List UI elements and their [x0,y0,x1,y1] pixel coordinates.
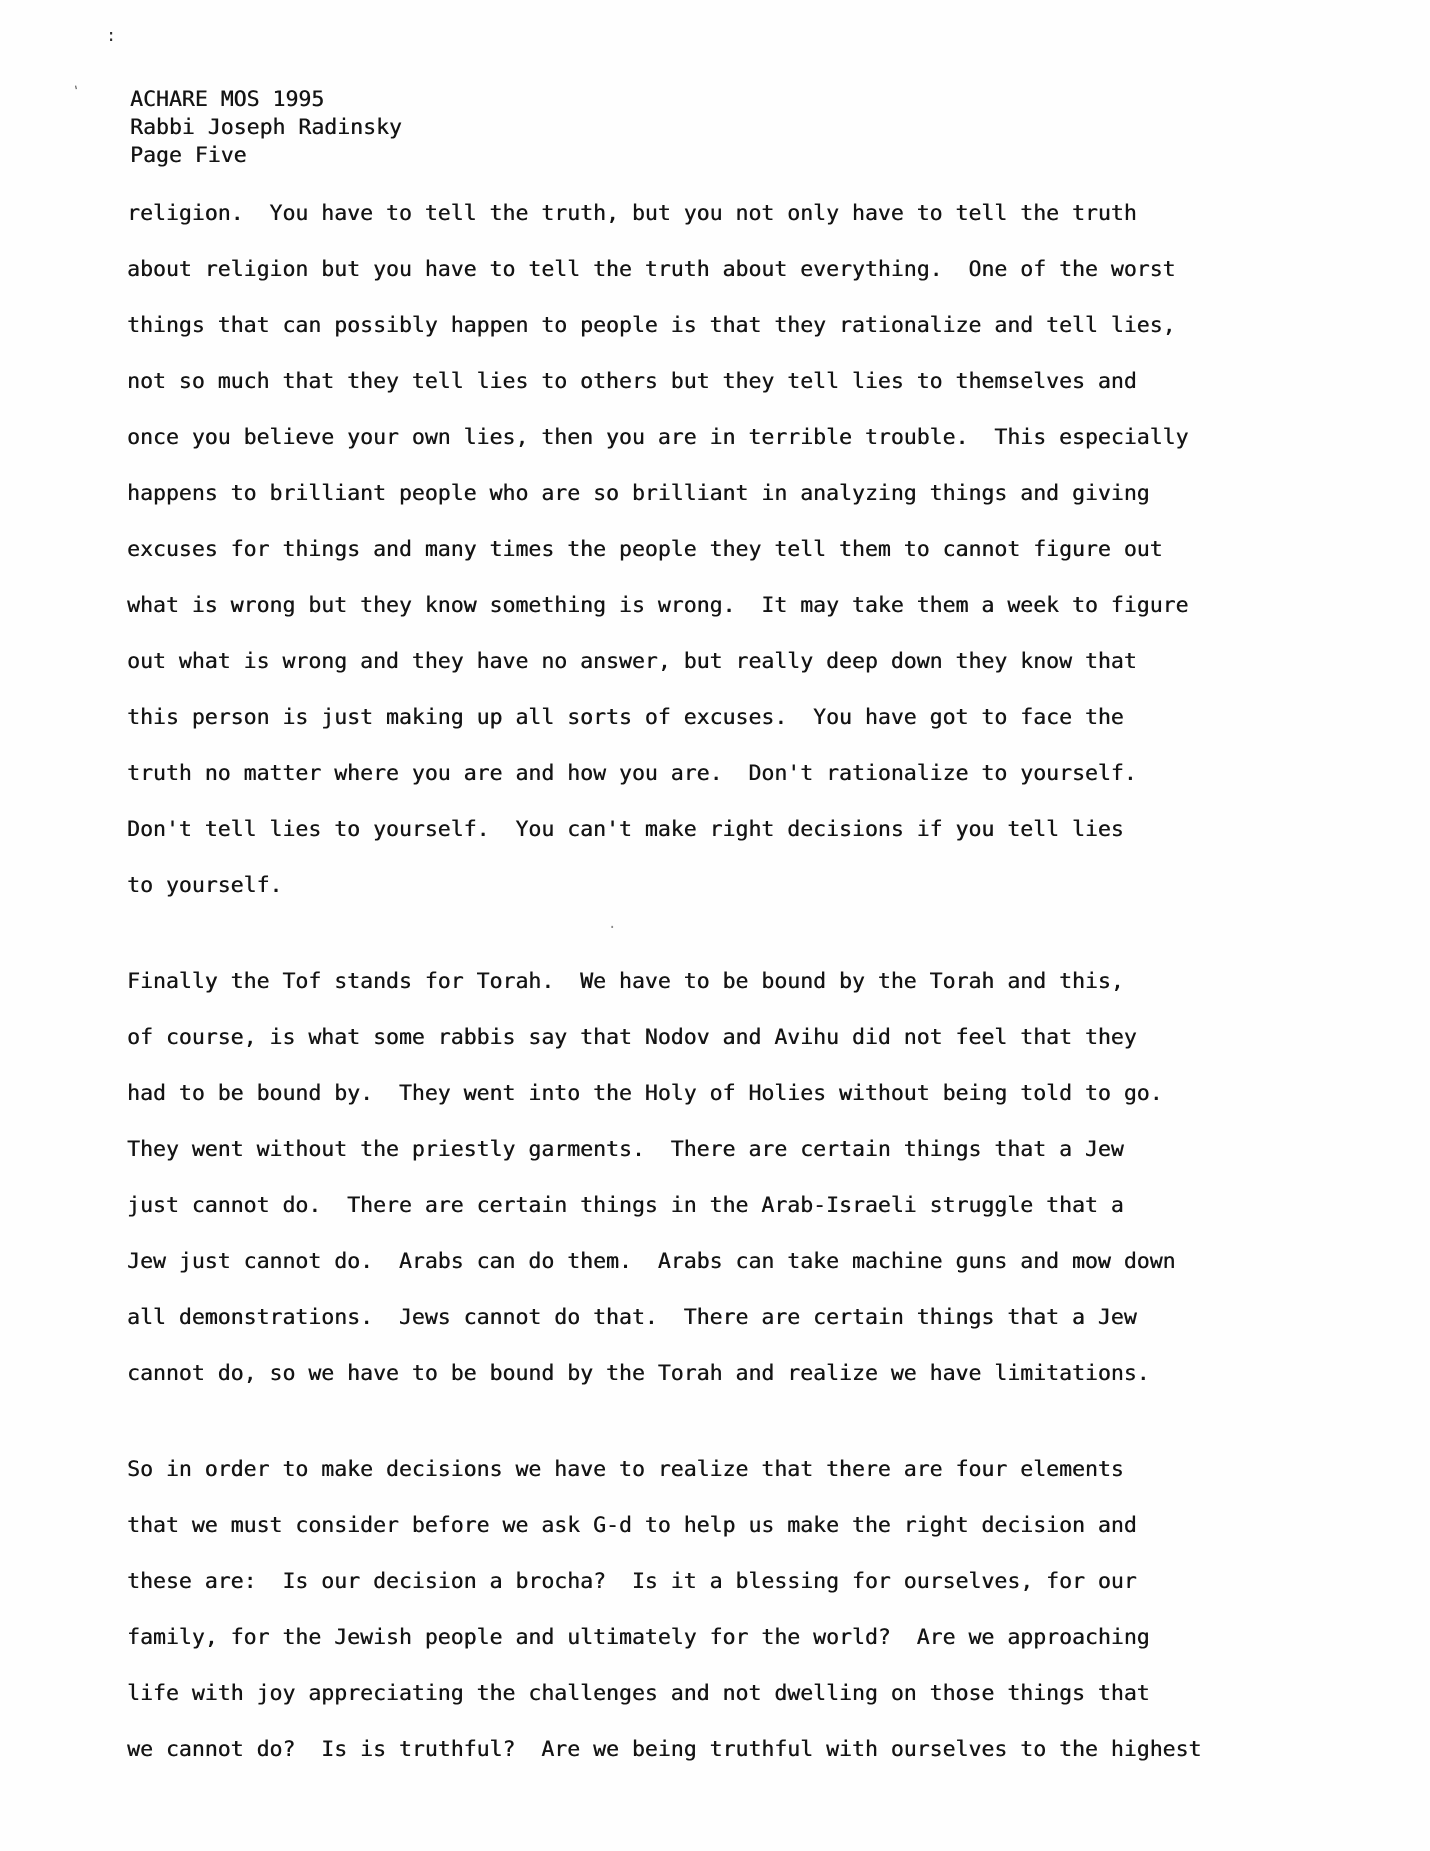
document-body [127,186,1201,1818]
document-title: ACHARE MOS 1995 [130,87,325,112]
paragraph [127,1442,1201,1778]
text-line: out what is wrong and they have no answer, but really deep down they know that [127,649,1137,674]
text-line: just cannot do. There are certain things in the Arab-Israeli struggle that a [127,1193,1124,1218]
text-line: what is wrong but they know something is wrong. It may take them a week to figure [127,593,1189,618]
text-line: of course, is what some rabbis say that Nodov and Avihu did not feel that they [127,1025,1137,1050]
text-line: had to be bound by. They went into the Holy of Holies without being told to go. [127,1081,1163,1106]
document-page-label: Page Five [130,143,247,168]
text-line: about religion but you have to tell the truth about everything. One of the worst [127,257,1176,282]
text-line: life with joy appreciating the challenges and not dwelling on those things that [127,1681,1150,1706]
text-line: So in order to make decisions we have to realize that there are four elements [127,1457,1124,1482]
text-line: religion. You have to tell the truth, but you not only have to tell the truth [127,201,1137,226]
text-line: Jew just cannot do. Arabs can do them. Arabs can take machine guns and mow down [127,1249,1176,1274]
text-line: we cannot do? Is is truthful? Are we being truthful with ourselves to the highest [127,1737,1202,1762]
text-line: They went without the priestly garments. There are certain things that a Jew [127,1137,1124,1162]
scan-artifact-colon: : [106,26,117,46]
scan-artifact-dot: . [608,916,617,932]
text-line: things that can possibly happen to people is that they rationalize and tell lies, [127,313,1176,338]
text-line: Finally the Tof stands for Torah. We have to be bound by the Torah and this, [127,969,1124,994]
text-line: once you believe your own lies, then you are in terrible trouble. This especially [127,425,1189,450]
text-line: happens to brilliant people who are so brilliant in analyzing things and giving [127,481,1150,506]
text-line: all demonstrations. Jews cannot do that. There are certain things that a Jew [127,1305,1137,1330]
text-line: that we must consider before we ask G-d to help us make the right decision and [127,1513,1137,1538]
paragraph [127,954,1201,1402]
paragraph [127,186,1201,914]
text-line: Don't tell lies to yourself. You can't make right decisions if you tell lies [127,817,1124,842]
scan-artifact-tick: ' [71,83,83,100]
text-line: not so much that they tell lies to others but they tell lies to themselves and [127,369,1137,394]
document-author: Rabbi Joseph Radinsky [130,115,402,140]
text-line: excuses for things and many times the people they tell them to cannot figure out [127,537,1163,562]
text-line: these are: Is our decision a brocha? Is it a blessing for ourselves, for our [127,1569,1137,1594]
document-header [130,86,402,170]
text-line: to yourself. [127,873,283,898]
text-line: this person is just making up all sorts of excuses. You have got to face the [127,705,1124,730]
text-line: truth no matter where you are and how you are. Don't rationalize to yourself. [127,761,1137,786]
text-line: cannot do, so we have to be bound by the Torah and realize we have limitations. [127,1361,1150,1386]
text-line: family, for the Jewish people and ultimately for the world? Are we approaching [127,1625,1150,1650]
